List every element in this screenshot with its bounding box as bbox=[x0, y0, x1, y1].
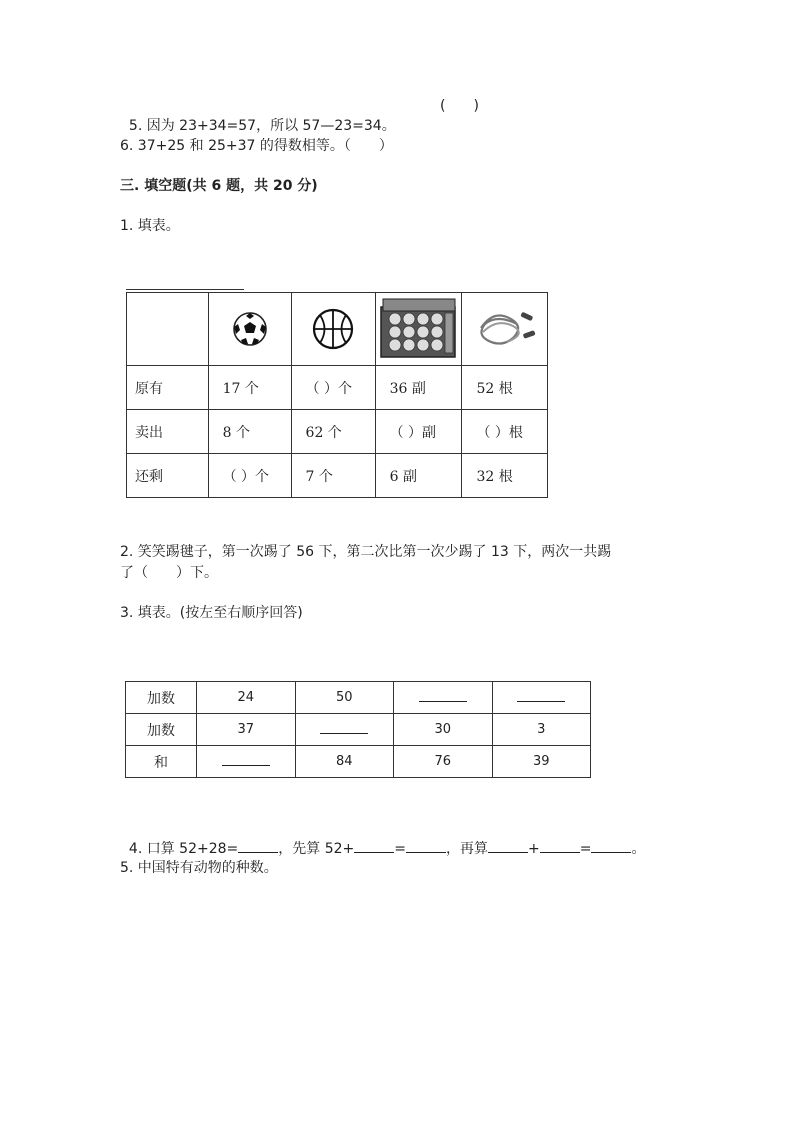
answer-blank-cell[interactable] bbox=[295, 714, 394, 746]
answer-blank[interactable] bbox=[591, 838, 631, 853]
row-label: 卖出 bbox=[127, 410, 209, 454]
table-cell: 30 bbox=[394, 714, 493, 746]
table-cell: （ ）根 bbox=[462, 410, 548, 454]
table-cell: 39 bbox=[492, 746, 591, 778]
basketball-icon bbox=[311, 307, 355, 351]
q4-part-b: ，先算 52+ bbox=[278, 841, 355, 857]
table-cell: （ ）个 bbox=[291, 366, 375, 410]
table-row bbox=[126, 714, 591, 746]
addition-table bbox=[125, 681, 591, 778]
row-label: 原有 bbox=[127, 366, 209, 410]
table-cell: 76 bbox=[394, 746, 493, 778]
fill-question-2-line-2: 了（ ）下。 bbox=[120, 565, 218, 581]
answer-blank[interactable] bbox=[540, 838, 580, 853]
question-6: 6. 37+25 和 25+37 的得数相等。（ ） bbox=[120, 138, 393, 154]
table-cell: 62 个 bbox=[291, 410, 375, 454]
question-5-answer-paren: ( ) bbox=[440, 98, 479, 114]
q4-part-c: = bbox=[394, 841, 406, 857]
q4-part-e: + bbox=[528, 841, 540, 857]
table-row bbox=[126, 682, 591, 714]
row-label: 和 bbox=[126, 746, 197, 778]
table-row bbox=[127, 366, 548, 410]
table-cell: 84 bbox=[295, 746, 394, 778]
answer-blank[interactable] bbox=[354, 838, 394, 853]
table-cell: （ ）个 bbox=[208, 454, 291, 498]
answer-blank[interactable] bbox=[517, 689, 565, 702]
q4-part-a: 4. 口算 52+28= bbox=[128, 841, 239, 857]
table-cell: 37 bbox=[197, 714, 296, 746]
table-row bbox=[127, 410, 548, 454]
row-label: 还剩 bbox=[127, 454, 209, 498]
question-5 bbox=[120, 96, 396, 136]
q4-part-d: ，再算 bbox=[446, 841, 488, 857]
fill-question-1: 1. 填表。 bbox=[120, 218, 180, 234]
table-top-edge bbox=[126, 289, 244, 290]
table-row bbox=[127, 293, 548, 366]
table-row bbox=[127, 454, 548, 498]
fill-question-2-line-1: 2. 笑笑踢毽子，第一次踢了 56 下，第二次比第一次少踢了 13 下，两次一共踢 bbox=[120, 544, 612, 560]
table-cell: 52 根 bbox=[462, 366, 548, 410]
section-title: 三. 填空题(共 6 题，共 20 分) bbox=[120, 178, 318, 194]
table-cell: 7 个 bbox=[291, 454, 375, 498]
table-cell: （ ）副 bbox=[375, 410, 462, 454]
table-cell: 50 bbox=[295, 682, 394, 714]
q4-part-g: 。 bbox=[631, 841, 646, 857]
header-empty-cell bbox=[127, 293, 209, 366]
answer-blank[interactable] bbox=[222, 753, 270, 766]
table-cell: 17 个 bbox=[208, 366, 291, 410]
answer-blank[interactable] bbox=[406, 838, 446, 853]
question-5-text: 5. 因为 23+34=57，所以 57—23=34。 bbox=[128, 118, 396, 134]
answer-blank[interactable] bbox=[488, 838, 528, 853]
answer-blank[interactable] bbox=[419, 689, 467, 702]
table-cell: 32 根 bbox=[462, 454, 548, 498]
q4-part-f: = bbox=[579, 841, 592, 857]
soccer-ball-icon bbox=[231, 310, 269, 348]
fill-question-5: 5. 中国特有动物的种数。 bbox=[120, 860, 278, 876]
answer-blank-cell[interactable] bbox=[492, 682, 591, 714]
jump-rope-icon bbox=[473, 306, 537, 352]
table-cell: 3 bbox=[492, 714, 591, 746]
answer-blank-cell[interactable] bbox=[197, 746, 296, 778]
table-row bbox=[126, 746, 591, 778]
table-cell: 8 个 bbox=[208, 410, 291, 454]
chess-set-icon bbox=[379, 297, 459, 361]
table-cell: 6 副 bbox=[375, 454, 462, 498]
answer-blank-cell[interactable] bbox=[394, 682, 493, 714]
answer-blank[interactable] bbox=[238, 838, 278, 853]
inventory-table bbox=[126, 292, 548, 498]
answer-blank[interactable] bbox=[320, 721, 368, 734]
row-label: 加数 bbox=[126, 682, 197, 714]
fill-question-4 bbox=[120, 818, 645, 859]
table-cell: 36 副 bbox=[375, 366, 462, 410]
fill-question-3: 3. 填表。(按左至右顺序回答) bbox=[120, 605, 303, 621]
table-cell: 24 bbox=[197, 682, 296, 714]
row-label: 加数 bbox=[126, 714, 197, 746]
